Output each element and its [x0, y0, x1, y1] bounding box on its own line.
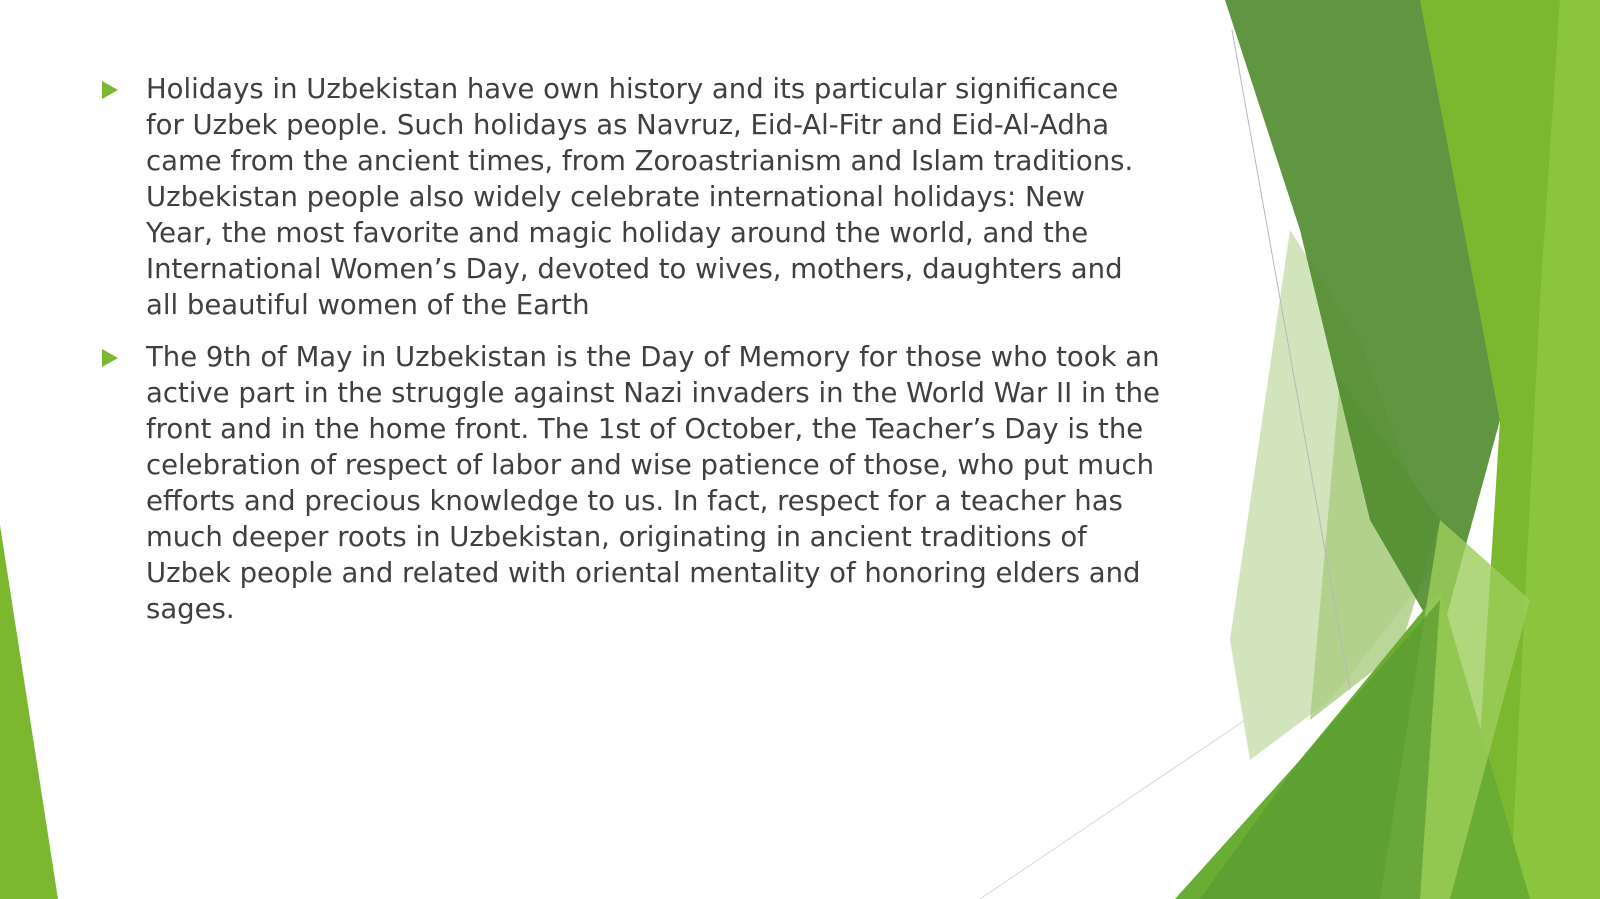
content-area	[100, 71, 1160, 643]
left-green-shape	[0, 525, 58, 899]
triangle-bullet-icon	[102, 81, 118, 99]
bullet-list	[100, 71, 1160, 627]
triangle-bullet-icon	[102, 349, 118, 367]
bullet-item	[100, 339, 1160, 627]
bullet-text: The 9th of May in Uzbekistan is the Day of Memory for those who took an active part in the struggle against Nazi invaders in the World War II in the front and in the home front. The 1st of October, the Teacher’s Day is the celebration of respect of labor and wise patience of those, who put much efforts and precious knowledge to us. In fact, respect for a teacher has much deeper roots in Uzbekistan, originating in ancient traditions of Uzbek people and related with oriental mentality of honoring elders and sages.	[146, 341, 1160, 625]
bullet-item	[100, 71, 1160, 323]
bullet-text: Holidays in Uzbekistan have own history and its particular significance for Uzbek people. Such holidays as Navruz, Eid-Al-Fitr and Eid-Al-Adha came from the ancient times, from Zoroastrianism and Islam traditions. Uzbekistan people also widely celebrate international holidays: New Year, the most favorite and magic holiday around the world, and the International Women’s Day, devoted to wives, mothers, daughters and all beautiful women of the Earth	[146, 73, 1134, 321]
